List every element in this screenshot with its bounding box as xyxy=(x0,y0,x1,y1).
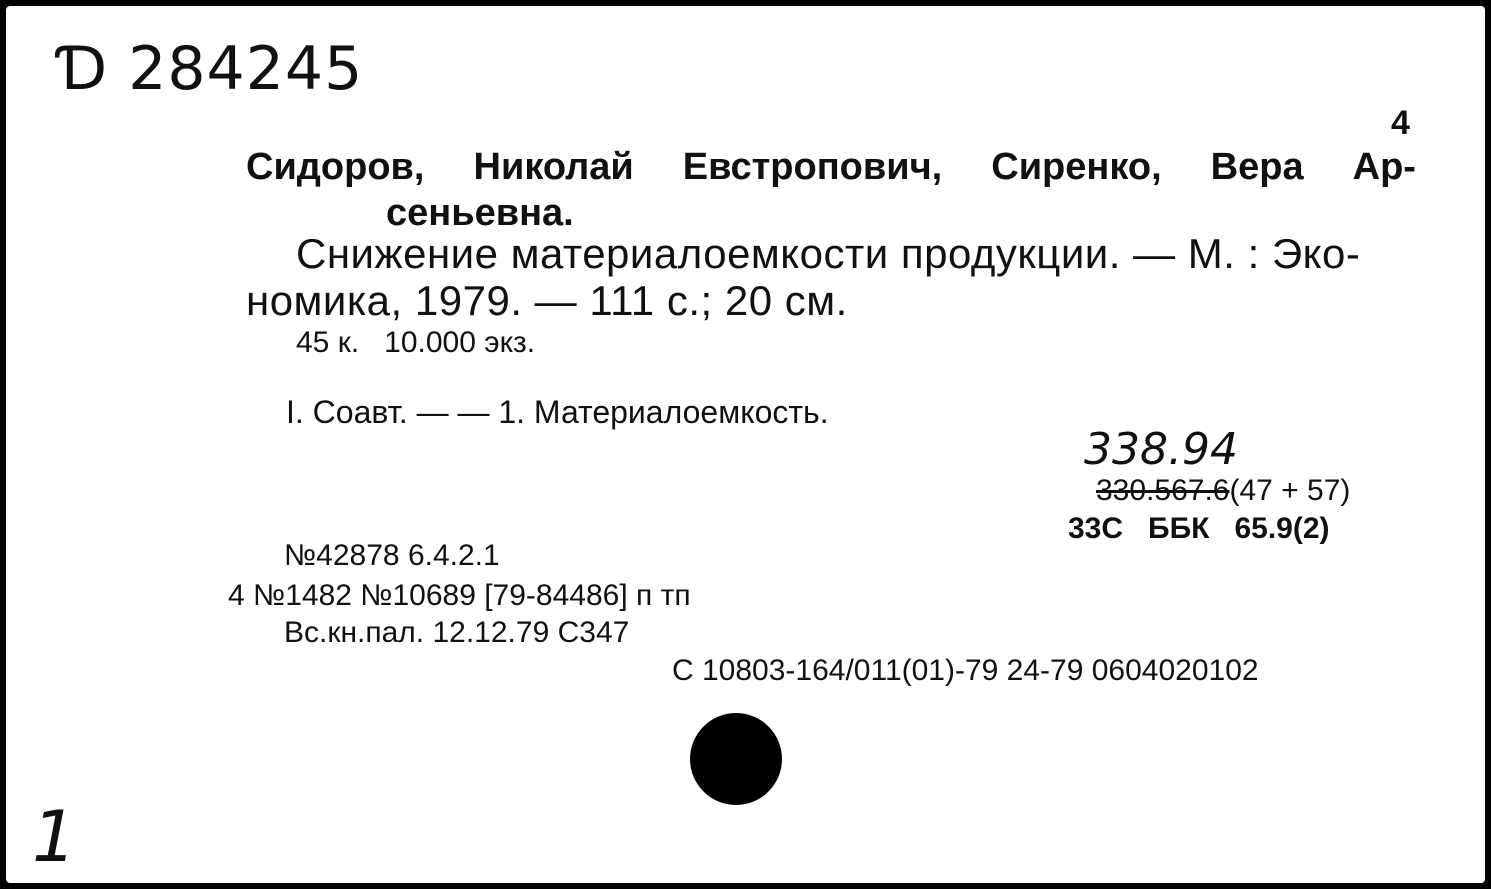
record-line-1: №42878 6.4.2.1 xyxy=(284,539,500,572)
bbk-classification: 33С ББК 65.9(2) xyxy=(1068,512,1330,545)
author-word: Евстропович, xyxy=(682,146,943,188)
author-word: Вера xyxy=(1210,146,1304,188)
tracings: I. Соавт. — — 1. Материалоемкость. xyxy=(286,394,829,430)
handwritten-corner-mark: 1 xyxy=(32,796,77,878)
catalog-code: С 10803-164/011(01)-79 24-79 0604020102 xyxy=(672,654,1259,687)
author-word: Ар- xyxy=(1352,146,1416,188)
author-word: Сиренко, xyxy=(991,146,1162,188)
author-word: Николай xyxy=(473,146,634,188)
handwritten-classification: 338.94 xyxy=(1084,424,1238,475)
title-line-1: Снижение материалоемкости продукции. — М. : Эко- xyxy=(296,230,1361,277)
punch-hole xyxy=(690,713,782,805)
catalog-card xyxy=(6,6,1485,883)
struck-classification: 330.567.6 xyxy=(1096,474,1230,507)
record-line-2: 4 №1482 №10689 [79-84486] п тп xyxy=(228,579,691,612)
classification-suffix: (47 + 57) xyxy=(1229,474,1351,507)
authors-line-1 xyxy=(246,146,1416,189)
old-classification xyxy=(1096,474,1350,508)
card-number: 4 xyxy=(1391,104,1410,142)
handwritten-inventory-number: Ɗ 284245 xyxy=(58,34,364,104)
author-word: Сидоров, xyxy=(246,146,425,188)
title-line-2: номика, 1979. — 111 с.; 20 см. xyxy=(246,277,848,324)
price-and-print-run: 45 к. 10.000 экз. xyxy=(296,326,536,359)
record-line-3: Вс.кн.пал. 12.12.79 С347 xyxy=(284,616,630,649)
authors-line-2: сеньевна. xyxy=(386,192,574,234)
